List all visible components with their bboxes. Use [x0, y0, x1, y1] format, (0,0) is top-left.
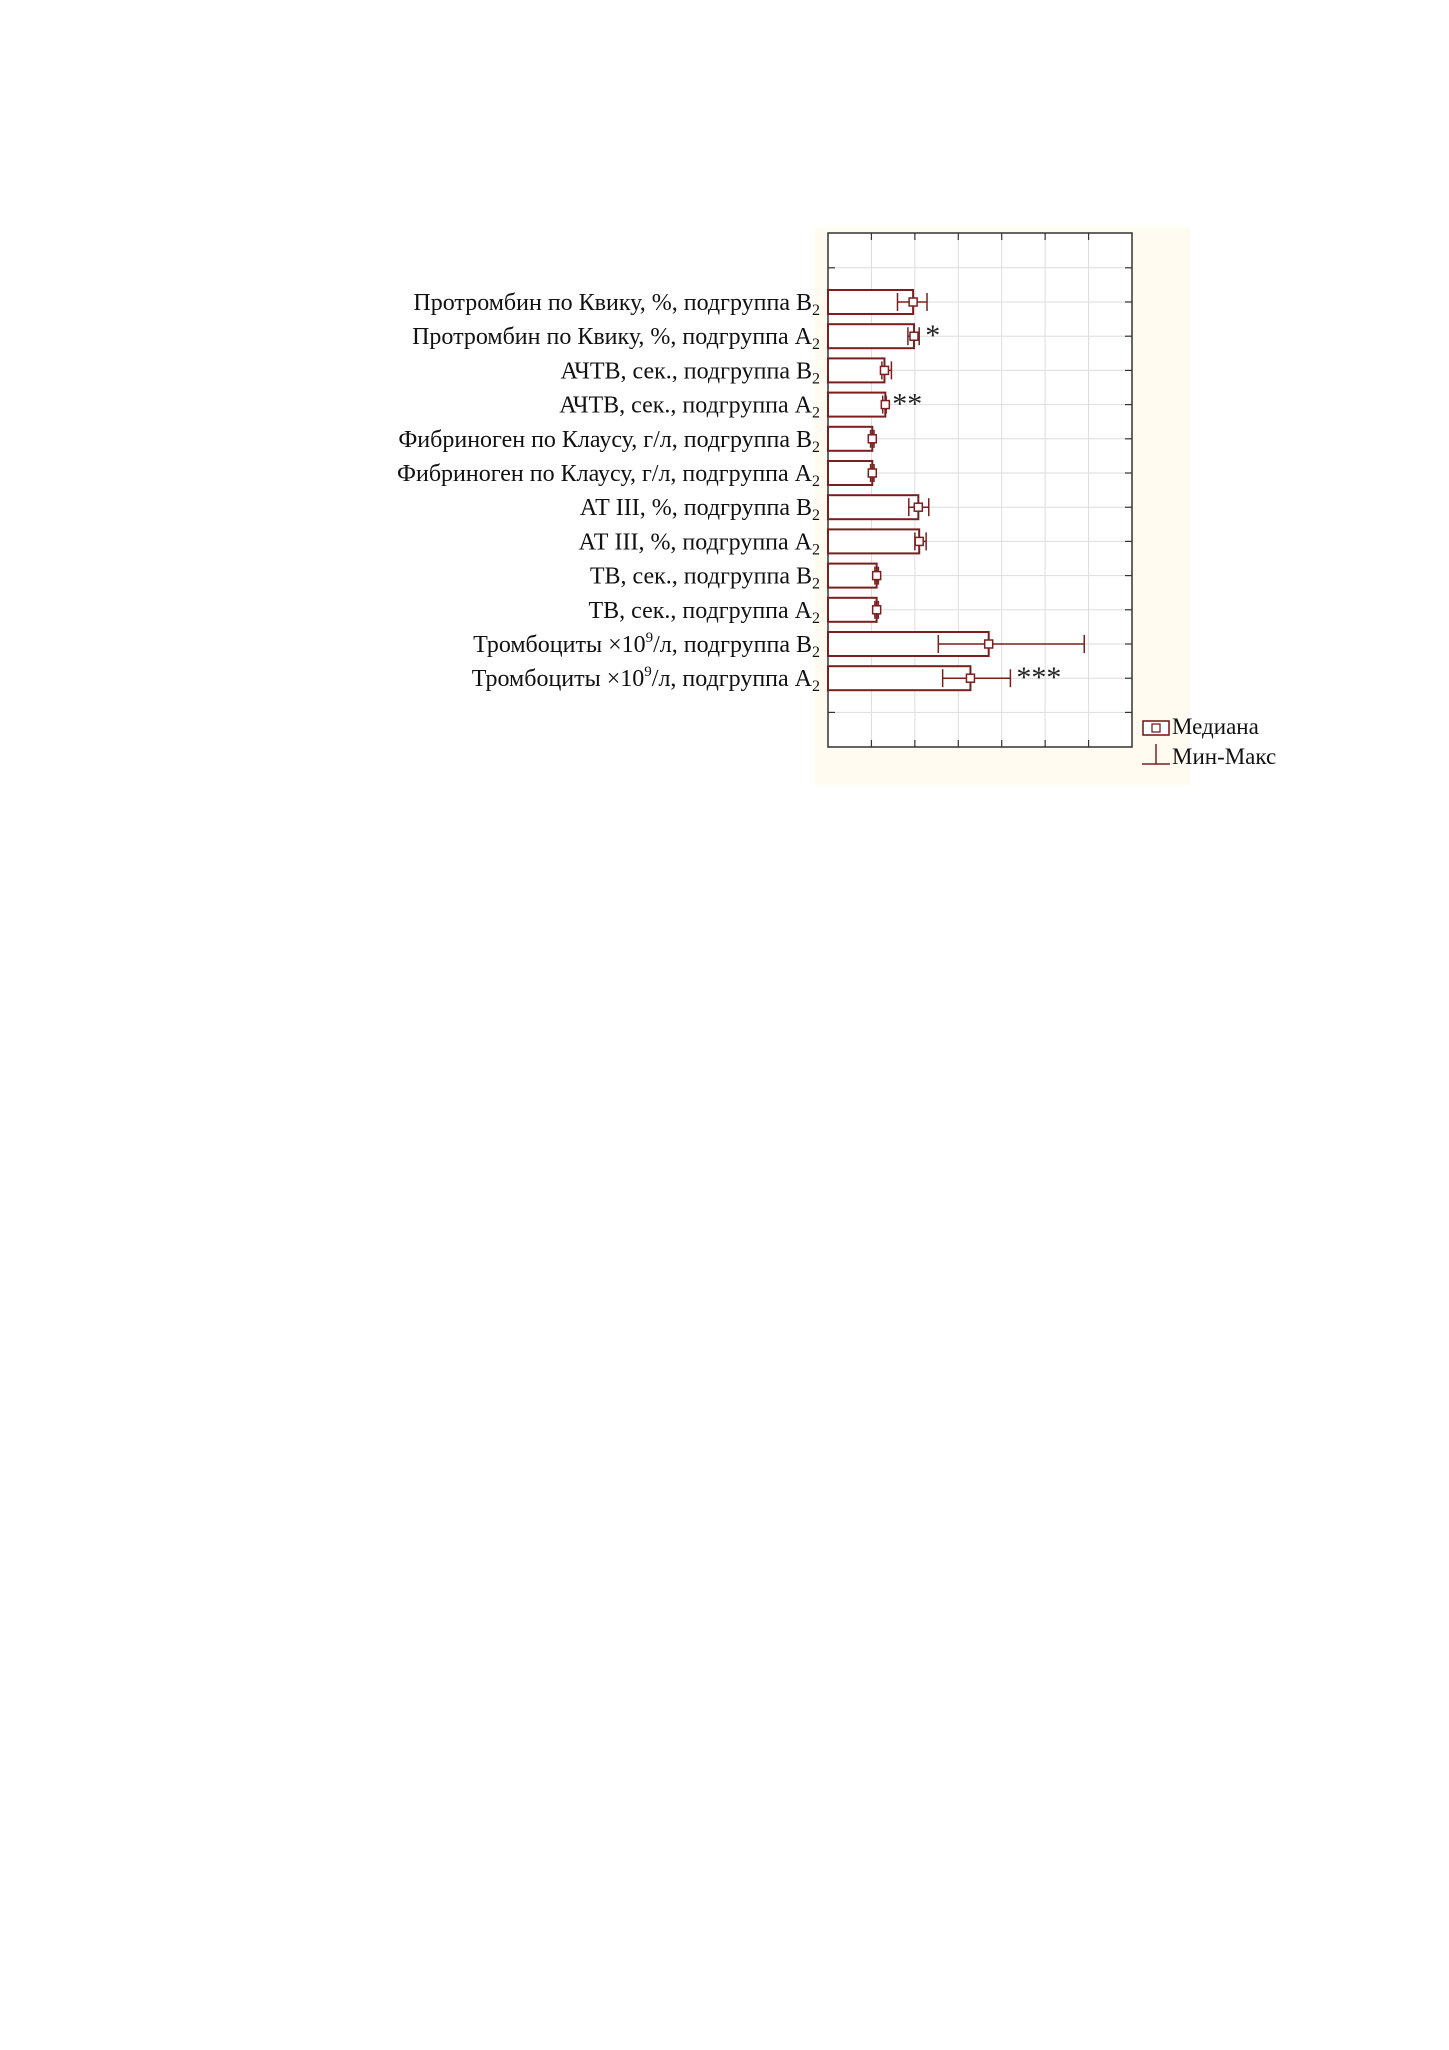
category-label-sub: 2 — [812, 507, 820, 525]
category-label — [397, 461, 820, 490]
category-label — [413, 290, 820, 319]
category-label-main: АЧТВ, сек., подгруппа А — [559, 392, 812, 419]
significance-mark: * — [925, 319, 941, 353]
bar — [828, 564, 877, 588]
median-marker — [914, 503, 922, 511]
median-marker — [873, 606, 881, 614]
median-marker — [966, 674, 974, 682]
median-marker — [881, 401, 889, 409]
category-label — [579, 529, 820, 558]
category-label-sub: 2 — [812, 609, 820, 627]
legend-median-marker — [1152, 724, 1160, 732]
median-marker — [910, 332, 918, 340]
category-label-main: Тромбоциты ×10 — [471, 666, 645, 693]
category-label-sub: 2 — [812, 370, 820, 388]
category-label — [561, 358, 820, 387]
median-marker — [909, 298, 917, 306]
category-label — [473, 630, 820, 661]
category-label — [412, 324, 820, 353]
category-label-sub: 2 — [812, 541, 820, 559]
median-marker — [880, 366, 888, 374]
category-label-sup: 9 — [645, 630, 654, 646]
category-label-sup: 9 — [644, 664, 652, 681]
median-marker — [868, 469, 876, 477]
category-label — [590, 564, 820, 593]
category-label-main: Протромбин по Квику, %, подгруппа А — [412, 324, 812, 351]
category-label-tail: /л, подгруппа А — [651, 666, 812, 693]
category-label-tail: /л, подгруппа В — [653, 632, 812, 658]
category-label-main: Протромбин по Квику, %, подгруппа В — [413, 290, 812, 316]
category-label-main: ТВ, сек., подгруппа В — [589, 563, 812, 590]
median-marker — [868, 435, 876, 443]
category-label-sub: 2 — [812, 575, 820, 593]
category-label-main: АТ III, %, подгруппа А — [578, 529, 812, 556]
category-label-sub: 2 — [812, 678, 820, 696]
category-label-main: Тромбоциты ×10 — [473, 632, 646, 658]
category-label-sub: 2 — [812, 473, 820, 490]
bar — [828, 529, 919, 553]
category-label-main: ТВ, сек., подгруппа А — [588, 597, 812, 624]
category-label — [398, 427, 820, 456]
category-label — [580, 495, 820, 524]
category-label — [589, 598, 821, 627]
bar — [828, 495, 918, 519]
category-label-sub: 2 — [812, 644, 820, 661]
category-label-main: АТ III, %, подгруппа В — [579, 495, 812, 522]
median-marker — [915, 537, 923, 545]
legend-label-median: Медиана — [1172, 714, 1259, 739]
legend-label-minmax: Мин-Макс — [1172, 744, 1277, 769]
bar — [828, 393, 885, 417]
bar — [828, 461, 872, 485]
median-marker — [873, 572, 881, 580]
category-label — [472, 664, 820, 695]
category-label-main: Фибриноген по Клаусу, г/л, подгруппа А — [397, 461, 812, 487]
median-marker — [985, 640, 993, 648]
category-label — [559, 393, 820, 422]
bar — [828, 598, 877, 622]
bar — [828, 324, 914, 348]
bar — [828, 427, 872, 451]
category-label-main: Фибриноген по Клаусу, г/л, подгруппа В — [398, 426, 812, 453]
significance-mark: ** — [892, 387, 923, 421]
significance-mark: *** — [1016, 661, 1062, 695]
bar — [828, 358, 884, 382]
category-label-sub: 2 — [812, 336, 820, 354]
category-label-sub: 2 — [812, 438, 820, 456]
category-label-main: АЧТВ, сек., подгруппа В — [560, 358, 812, 385]
category-label-sub: 2 — [812, 404, 820, 422]
category-label-sub: 2 — [812, 302, 820, 319]
